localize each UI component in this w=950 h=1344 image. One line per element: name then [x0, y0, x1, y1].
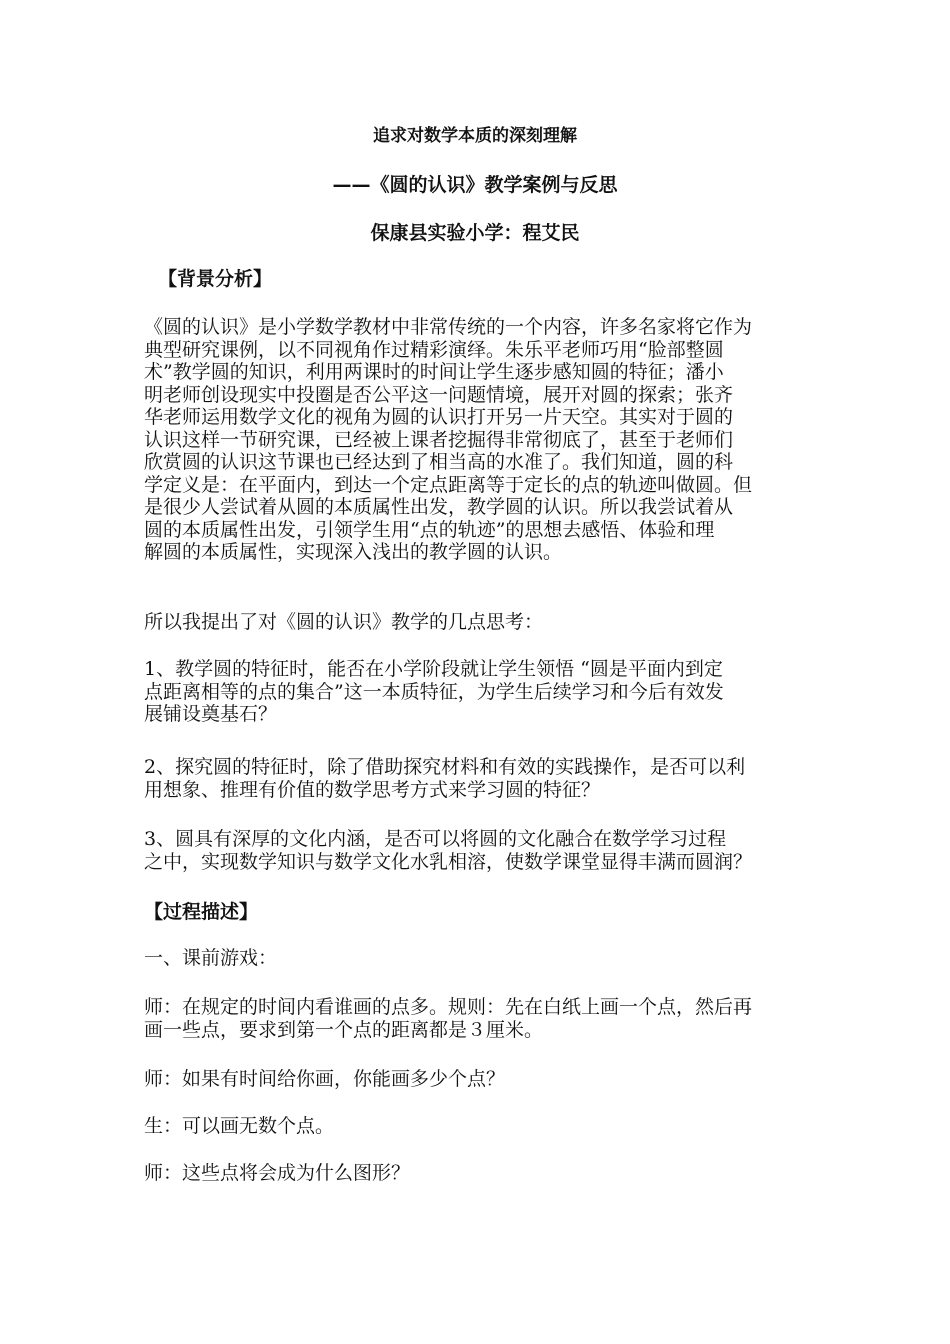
text-line: 是很少人尝试着从圆的本质属性出发，教学圆的认识。所以我尝试着从 [144, 496, 734, 518]
text-line: 用想象、推理有价值的数学思考方式来学习圆的特征？ [144, 778, 601, 801]
text-line: 展铺设奠基石？ [144, 703, 278, 725]
text-line: 典型研究课例，以不同视角作过精彩演绎。朱乐平老师巧用“脸部整圆 [144, 338, 724, 361]
section-heading-process: 【过程描述】 [144, 901, 259, 923]
paragraph-student-answer [144, 1115, 816, 1138]
text-line: 师：这些点将会成为什么图形？ [144, 1162, 411, 1184]
text-line: 1、教学圆的特征时，能否在小学阶段就让学生领悟 “圆是平面内到定 [144, 658, 723, 680]
text-line: 3、圆具有深厚的文化内涵，是否可以将圆的文化融合在数学学习过程 [144, 828, 727, 850]
paragraph-thought-3 [144, 828, 816, 873]
text-line: 圆的本质属性出发，引领学生用“点的轨迹”的思想去感悟、体验和理 [144, 518, 715, 541]
text-line: 认识这样一节研究课，已经被上课者挖掘得非常彻底了，甚至于老师们 [144, 428, 734, 451]
document-title: 追求对数学本质的深刻理解 [373, 126, 577, 146]
text-line: 欣赏圆的认识这节课也已经达到了相当高的水准了。我们知道，圆的科 [144, 451, 734, 473]
text-line: 一、课前游戏： [144, 947, 278, 969]
paragraph-thought-2 [144, 756, 816, 801]
section-heading-background: 【背景分析】 [158, 268, 273, 290]
text-line: 学定义是：在平面内，到达一个定点距离等于定长的点的轨迹叫做圆。但 [144, 473, 753, 496]
text-line: 所以我提出了对《圆的认识》教学的几点思考： [144, 611, 544, 633]
paragraph-background [144, 316, 816, 564]
text-line: 画一些点，要求到第一个点的距离都是３厘米。 [144, 1018, 544, 1041]
paragraph-teacher-rules [144, 996, 816, 1041]
text-line: 点距离相等的点的集合”这一本质特征，为学生后续学习和今后有效发 [144, 680, 724, 703]
paragraph-pre-class-game [144, 947, 816, 970]
text-line: 生：可以画无数个点。 [144, 1115, 335, 1137]
paragraph-thought-1 [144, 658, 816, 726]
document-author: 保康县实验小学：程艾民 [370, 222, 580, 244]
text-line: 之中，实现数学知识与数学文化水乳相溶，使数学课堂显得丰满而圆润？ [144, 850, 753, 873]
text-line: 《圆的认识》是小学数学教材中非常传统的一个内容，许多名家将它作为 [144, 316, 753, 338]
text-line: 术”教学圆的知识，利用两课时的时间让学生逐步感知圆的特征；潘小 [144, 361, 724, 383]
text-line: 师：在规定的时间内看谁画的点多。规则：先在白纸上画一个点，然后再 [144, 996, 753, 1018]
document-subtitle: ——《圆的认识》教学案例与反思 [332, 174, 618, 196]
paragraph-teacher-question [144, 1068, 816, 1091]
text-line: 2、探究圆的特征时，除了借助探究材料和有效的实践操作，是否可以利 [144, 756, 746, 778]
text-line: 华老师运用数学文化的视角为圆的认识打开另一片天空。其实对于圆的 [144, 406, 734, 428]
text-line: 解圆的本质属性，实现深入浅出的教学圆的认识。 [144, 541, 563, 563]
text-line: 师：如果有时间给你画，你能画多少个点？ [144, 1068, 506, 1090]
text-line: 明老师创设现实中投圈是否公平这一问题情境，展开对圆的探索；张齐 [144, 383, 734, 406]
paragraph-teacher-followup [144, 1162, 816, 1185]
paragraph-thoughts-intro [144, 611, 816, 634]
